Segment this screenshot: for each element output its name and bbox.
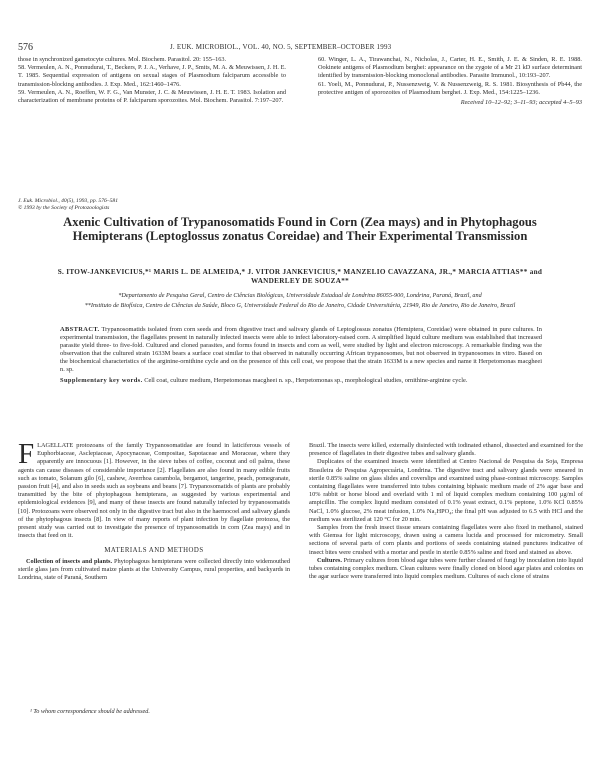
reference-entry: 60. Winger, L. A., Tirawanchai, N., Nicholas, J., Carter, H. E., Smith, J. E. & Sinden, R. E. 1988. Ookinete antigens of Plasmodium berghei: appearance on the zygote of a Mr 21 kD surface determinant identified by transmission-blocking monoclonal antibodies. Parasite Immunol., 10:193–207. bbox=[318, 56, 582, 80]
copyright-line: © 1993 by the Society of Protozoologists bbox=[18, 204, 110, 211]
journal-citation bbox=[18, 198, 118, 212]
references-left-column bbox=[18, 56, 286, 105]
author-list: S. ITOW-JANKEVICIUS,*¹ MARIS L. DE ALMEIDA,* J. VITOR JANKEVICIUS,* MANZELIO CAVAZZANA, JR.,* MARCIA ATTIAS** and WANDERLEY DE SOUZA** bbox=[57, 268, 543, 285]
subsection-label: Collection of insects and plants. bbox=[26, 557, 113, 565]
reference-entry: 59. Vermeulen, A. N., Roeffen, W. F. G., Van Munster, J. C. & Meuwissen, J. H. E. T. 1983. Isolation and characterization of membrane proteins of P. falciparum sporozoites. Mol. Biochem. Parasitol. 7:197–207. bbox=[18, 88, 286, 105]
keywords-label: Supplementary key words. bbox=[60, 377, 143, 384]
journal-citation-line: J. Euk. Microbiol., 40(5), 1993, pp. 576–581 bbox=[18, 198, 118, 204]
paragraph: Primary cultures from blood agar tubes were further cleared of fungi by inoculation into liquid tubes containing complex medium. Clean cultures were finally cloned on blood agar plates and colonies on the agar surface were transferred into liquid complex medium. Cultures of each clone of strains bbox=[309, 556, 583, 581]
page-number: 576 bbox=[18, 42, 33, 53]
running-title: J. EUK. MICROBIOL., VOL. 40, NO. 5, SEPTEMBER–OCTOBER 1993 bbox=[170, 43, 392, 51]
reference-entry: 61. Yoeli, M., Ponnudurai, P., Nussenzweig, V. & Nussenzweig, R. S. 1981. Biosynthesis of Pb44, the protective antigen of sporozoites of Plasmodium berghei. J. Exp. Med., 154:1225–1236. bbox=[318, 80, 582, 96]
drop-cap: F bbox=[18, 438, 35, 470]
affiliations bbox=[60, 292, 540, 311]
affiliation: **Instituto de Biofísica, Centro de Ciências da Saúde, Bloco G, Universidade Federal do Rio de Janeiro, Cidade Universitária, 21949, Rio de Janeiro, Rio de Janeiro, Brazil bbox=[84, 301, 516, 309]
reference-entry: 58. Vermeulen, A. N., Ponnudurai, T., Beckers, P. J. A., Verhave, J. P., Smits, M. A. & Meuwissen, J. H. E. T. 1985. Sequential expression of antigens on sexual stages of Plasmodium falciparum accessible to transmission-blocking antibodies. J. Exp. Med., 162:1460–1476. bbox=[18, 64, 286, 88]
received-dates: Received 10–12–92; 3–11–93; accepted 4–5–93 bbox=[460, 99, 582, 107]
paragraph: Brazil. The insects were killed, externally disinfected with iodinated ethanol, dissected and examined for the presence of flagellates in their digestive tubes and salivary glands. bbox=[309, 442, 583, 458]
reference-entry: those in synchronized gametocyte cultures. Mol. Biochem. Parasitol. 20: 155–163. bbox=[18, 56, 227, 63]
abstract-block bbox=[60, 326, 542, 385]
footnote: ¹ To whom correspondence should be addressed. bbox=[30, 708, 150, 715]
section-heading: MATERIALS AND METHODS bbox=[104, 547, 204, 555]
abstract-text: Trypanosomatids isolated from corn seeds and from digestive tract and salivary glands of Leptoglossus zonatus (Hemiptera, Coreidae) were obtained in pure cultures. In experimental transmission, the flagellates present in naturally infected insects were able to infect laboratory-raised corn. A simplified liquid culture medium was established that increased parasite yield three- to five-fold. Cultured and cloned parasites, and forms found in insects and corn as well, were studied by light and electron microscopy. A remarkable finding was the observation that the cultured strain 1633M bears a surface coat similar to that observed in naturally occurring African trypanosomes, but not observed in trypanosomes in vitro. Based on the biochemical characteristics of the arginine-ornithine cycle and on the presence of this cell coat, we propose that the strain 1633M is a new species and name it Herpetomonas macgheei n. sp. bbox=[60, 326, 542, 373]
affiliation: *Departamento de Pesquisa Geral, Centro de Ciências Biológicas, Universidade Estadual de Londrina 86055-900, Londrina, Paraná, Brazil, and bbox=[118, 292, 482, 299]
paragraph: Duplicates of the examined insects were identified at Centro Nacional de Pesquisa da Soja, Empresa Brasileira de Pesquisa Agropecuária, Londrina. The digestive tract and salivary glands were smeared in sterile 0.85% saline on glass slides and coverslips and examined using phase-contrast microscopy. Samples containing flagellates were transferred into tubes containing biphasic medium made of 2% agar base and 10% rabbit or horse blood and overlaid with 1 ml of liquid complex medium containing 100 µg/ml of ampicillin. The complex liquid medium consisted of 0.1% yeast extract, 0.1% peptone, 1.0% KCl 0.85% NaCl, 1.0% glucose, 2% meat infusion, 1.0% Na₂HPO₄; the final pH was adjusted to 6.5 with HCl and the medium was sterilized at 120 °C for 20 min. bbox=[309, 458, 583, 523]
body-left-column bbox=[18, 438, 290, 582]
subsection-label: Cultures. bbox=[317, 556, 342, 564]
paragraph: Samples from the fresh insect tissue smears containing flagellates were also fixed in methanol, stained with Giemsa for light microscopy, drawn using a camera lucida and processed for micrometry. Small sections of several parts of corn plants and portions of seeds containing stained punctures indicative of insect bites were crushed with a mortar and pestle in sterile 0.85% saline and fixed and stained as above. bbox=[309, 524, 583, 556]
intro-paragraph: LAGELLATE protozoans of the family Trypanosomatidae are found in laticiferous vessels of Euphorbiaceae, Asclepiaceae, Apocynaceae, Compositae, Sapotaceae and Moraceae, where they apparently are innocuous [1]. However, in the sieve tubes of coffee, coconut and oil palms, these agents can cause diseases of considerable importance [2]. Flagellates are also found in many edible fruits such as tomato, Solanum gilo [6], cashew, Averrhoa carambola, bergamot, tangerine, peach, pomegranate, passion fruit [4], and also in seeds such as soybeans and beans [7]. Trypanosomatids of plants are probably transmitted by the bite of phytophagous hemipterans, as suggested by various experimental and epidemiological evidences [9], and many of these insects are found naturally infected by trypanosomatids [10]. Protozoans were observed not only in the digestive tract but also in the haemocoel and salivary glands of the phytophagous insects [8]. In view of many reports of plant infection by flagellate protozoa, the present study was carried out to investigate the presence of trypanosomatids in corn (Zea mays) and in insects that feed on it. bbox=[18, 442, 290, 540]
body-right-column bbox=[309, 442, 583, 581]
keywords-text: Cell coat, culture medium, Herpetomonas macgheei n. sp., Herpetomonas sp., morphological studies, ornithine-arginine cycle. bbox=[144, 377, 468, 384]
references-right-column bbox=[318, 56, 582, 107]
abstract-label: ABSTRACT. bbox=[60, 326, 100, 333]
article-title: Axenic Cultivation of Trypanosomatids Found in Corn (Zea mays) and in Phytophagous Hemipterans (Leptoglossus zonatus Coreidae) and Their Experimental Transmission bbox=[63, 215, 537, 244]
paragraph: Phytophagous hemipterans were collected directly into widemouthed sterile glass jars from cultivated maize plants at the University Campus, rural properties, and backyards in Londrina, state of Paraná, Southern bbox=[18, 557, 290, 582]
